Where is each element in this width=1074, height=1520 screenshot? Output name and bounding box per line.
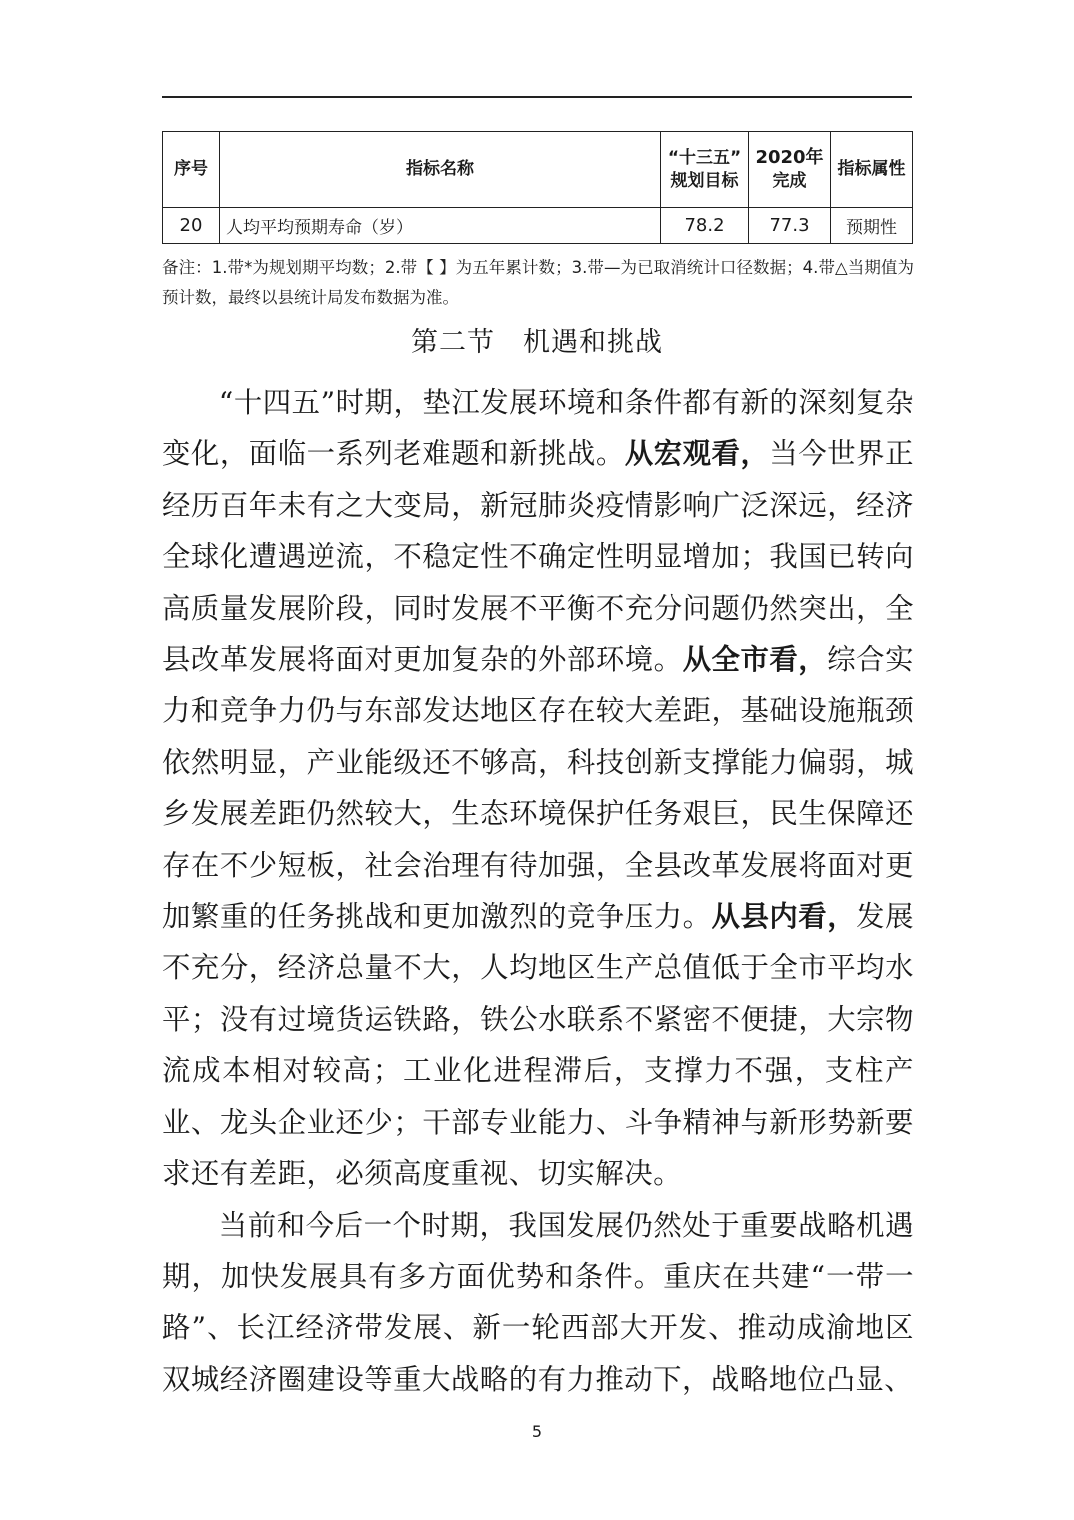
row-target: 78.2 [661,208,749,244]
row-index: 20 [163,208,220,244]
table-row [163,208,913,244]
header-completed-line2: 完成 [772,171,807,192]
lead-phrase-city: 从全市看， [682,642,828,677]
row-name: 人均平均预期寿命（岁） [220,208,661,244]
body-text [162,377,914,1405]
header-completed [749,132,831,208]
header-index: 序号 [163,132,220,208]
header-name: 指标名称 [220,132,661,208]
row-completed: 77.3 [749,208,831,244]
paragraph-text: 综合实力和竞争力仍与东部发达地区存在较大差距，基础设施瓶颈依然明显，产业能级还不够高，科技创新支撑能力偏弱，城乡发展差距仍然较大，生态环境保护任务艰巨，民生保障还存在不少短板，社会治理有待加强，全县改革发展将面对更加繁重的任务挑战和更加激烈的竞争压力。 [162,643,914,934]
table-header-row [163,132,913,208]
lead-phrase-macro: 从宏观看， [624,436,770,471]
header-attribute: 指标属性 [831,132,913,208]
lead-phrase-county: 从县内看， [711,899,857,934]
header-completed-line1: 2020年 [755,146,824,168]
paragraph-text: “十四五”时期，垫江发展环境和条件都有新的深刻复杂变化，面临一系列老难题和新挑战。 [162,386,914,471]
paragraph-text: 发展不充分，经济总量不大，人均地区生产总值低于全市平均水平；没有过境货运铁路，铁公水联系不紧密不便捷，大宗物流成本相对较高；工业化进程滞后，支撑力不强，支柱产业、龙头企业还少；干部专业能力、斗争精神与新形势新要求还有差距，必须高度重视、切实解决。 [162,900,914,1191]
row-attribute: 预期性 [831,208,913,244]
table-notes: 备注：1.带*为规划期平均数；2.带【 】为五年累计数；3.带—为已取消统计口径数据；4.带△当期值为预计数，最终以县统计局发布数据为准。 [162,258,914,307]
paragraph-text: 当今世界正经历百年未有之大变局，新冠肺炎疫情影响广泛深远，经济全球化遭遇逆流，不稳定性不确定性明显增加；我国已转向高质量发展阶段，同时发展不平衡不充分问题仍然突出，全县改革发展将面对更加复杂的外部环境。 [162,437,914,677]
indicator-table [162,131,913,244]
header-rule [162,96,912,98]
page-number: 5 [531,1422,543,1441]
paragraph-opportunities [162,1200,914,1406]
header-target-line2: 规划目标 [670,170,739,191]
header-target-line1: “十三五” [667,147,742,168]
paragraph-text: 当前和今后一个时期，我国发展仍然处于重要战略机遇期，加快发展具有多方面优势和条件。重庆在共建“一带一路”、长江经济带发展、新一轮西部大开发、推动成渝地区双城经济圈建设等重大战略的有力推动下，战略地位凸显、 [162,1208,914,1396]
header-target [661,132,749,208]
section-title: 第二节 机遇和挑战 [411,327,663,358]
paragraph-challenges [162,377,914,1200]
